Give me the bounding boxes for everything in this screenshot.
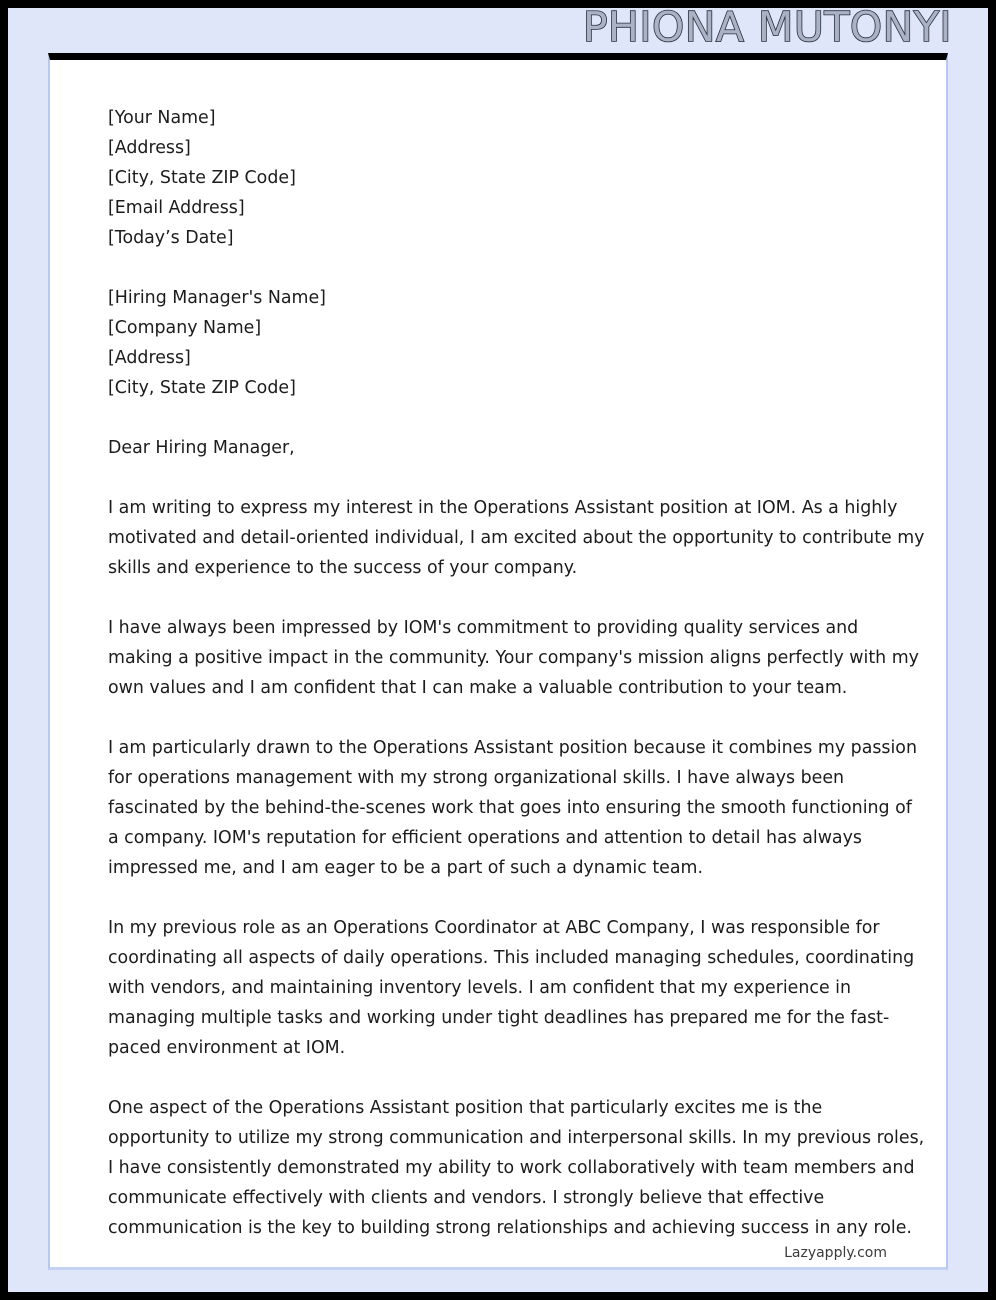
sender-address-block (108, 103, 928, 253)
sender-line: [Today’s Date] (108, 228, 234, 248)
letter-paragraph: I have always been impressed by IOM's commitment to providing quality services and making a positive impact in the community. Your company's mission aligns perfectly with my own values and I am confident that I can make a valuable contribution to your team. (108, 618, 919, 698)
watermark-label: Lazyapply.com (781, 1243, 890, 1263)
letter-paragraph: I am particularly drawn to the Operations Assistant position because it combines my passion for operations management with my strong organizational skills. I have always been fascinated by the behind-the-scenes work that goes into ensuring the smooth functioning of a company. IOM's reputation for efficient operations and attention to detail has always impressed me, and I am eager to be a part of such a dynamic team. (108, 738, 917, 878)
sender-line: [Address] (108, 138, 191, 158)
sender-line: [City, State ZIP Code] (108, 168, 296, 188)
letter-header (8, 8, 988, 49)
recipient-address-block (108, 283, 928, 403)
letter-paragraph: I am writing to express my interest in the Operations Assistant position at IOM. As a highly motivated and detail-oriented individual, I am excited about the opportunity to contribute my skills and experience to the success of your company. (108, 498, 925, 578)
letter-paragraph: One aspect of the Operations Assistant position that particularly excites me is the opportunity to utilize my strong communication and interpersonal skills. In my previous roles, I have consistently demonstrated my ability to work collaboratively with team members and communicate effectively with clients and vendors. I strongly believe that effective communication is the key to building strong relationships and achieving success in any role. (108, 1098, 925, 1238)
sender-line: [Email Address] (108, 198, 245, 218)
sender-line: [Your Name] (108, 108, 216, 128)
recipient-line: [Address] (108, 348, 191, 368)
recipient-line: [City, State ZIP Code] (108, 378, 296, 398)
page-title: PHIONA MUTONYI (582, 8, 952, 51)
document-sheet (48, 53, 948, 1270)
letter-paragraph: In my previous role as an Operations Coordinator at ABC Company, I was responsible for coordinating all aspects of daily operations. This included managing schedules, coordinating with vendors, and maintaining inventory levels. I am confident that my experience in managing multiple tasks and working under tight deadlines has prepared me for the fast-paced environment at IOM. (108, 918, 915, 1058)
recipient-line: [Hiring Manager's Name] (108, 288, 326, 308)
salutation: Dear Hiring Manager, (108, 438, 295, 458)
page-canvas (8, 8, 988, 1292)
document-body (50, 60, 946, 1243)
recipient-line: [Company Name] (108, 318, 262, 338)
